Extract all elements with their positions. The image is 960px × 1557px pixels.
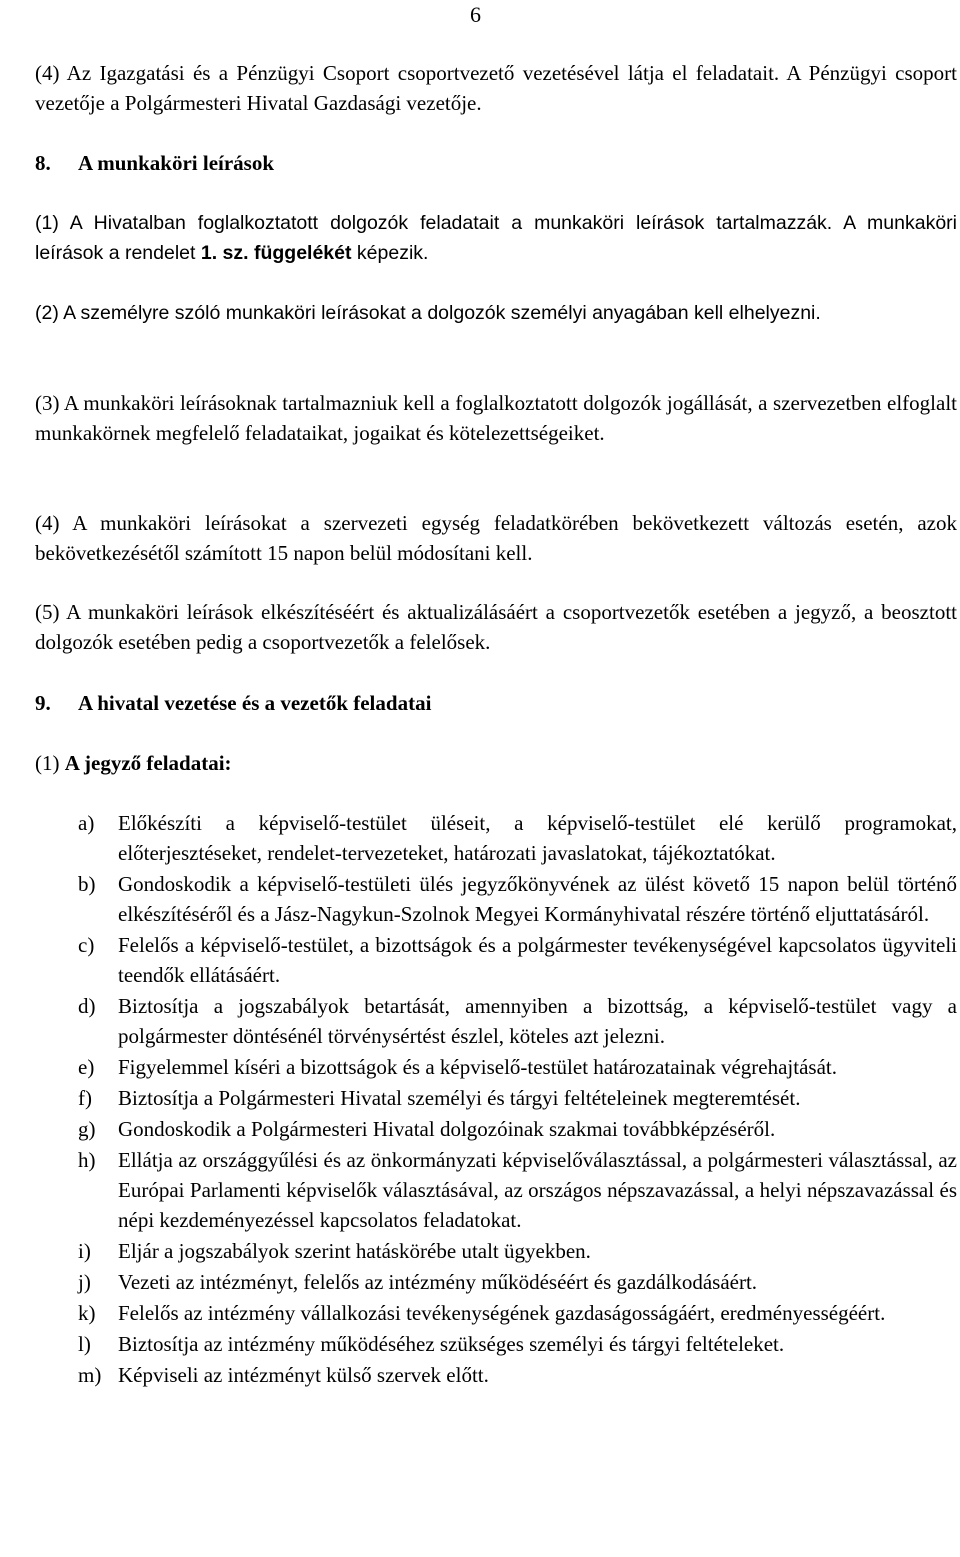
- section-8-title: A munkaköri leírások: [78, 151, 275, 175]
- list-item: [78, 869, 957, 929]
- list-item: [78, 808, 957, 868]
- list-item-text: Eljár a jogszabályok szerint hatáskörébe utalt ügyekben.: [118, 1239, 591, 1263]
- list-item: [78, 1052, 957, 1082]
- list-marker: j): [78, 1270, 91, 1294]
- list-item: [78, 1329, 957, 1359]
- paragraph-4-top: (4) Az Igazgatási és a Pénzügyi Csoport csoportvezető vezetésével látja el feladatait. A Pénzügyi csoport vezetője a Polgármesteri Hivatal Gazdasági vezetője.: [35, 61, 957, 115]
- list-item: [78, 1360, 957, 1390]
- list-item-text: Vezeti az intézményt, felelős az intézmény működéséért és gazdálkodásáért.: [118, 1270, 758, 1294]
- list-marker: b): [78, 872, 96, 896]
- list-marker: f): [78, 1086, 92, 1110]
- section-9-number: 9.: [35, 691, 51, 715]
- list-item-text: Biztosítja az intézmény működéséhez szükséges személyi és tárgyi feltételeket.: [118, 1332, 785, 1356]
- jegyzo-duties-list: [78, 808, 957, 1391]
- list-marker: c): [78, 933, 95, 957]
- list-item: [78, 1114, 957, 1144]
- list-marker: d): [78, 994, 96, 1018]
- list-marker: e): [78, 1055, 95, 1079]
- list-marker: a): [78, 811, 95, 835]
- s8-p1-text-before: (1) A Hivatalban foglalkoztatott dolgozók feladatait a munkaköri leírások tartalmazzák. A munkaköri leírások a rendelet: [35, 212, 957, 264]
- list-item-text: Gondoskodik a Polgármesteri Hivatal dolgozóinak szakmai továbbképzéséről.: [118, 1117, 776, 1141]
- list-item-text: Felelős az intézmény vállalkozási tevékenységének gazdaságosságáért, eredményességéért.: [118, 1301, 886, 1325]
- page-number: 6: [470, 2, 481, 27]
- list-item-text: Előkészíti a képviselő-testület üléseit, a képviselő-testület elé kerülő programokat, előterjesztéseket, rendelet-tervezeteket, határozati javaslatokat, tájékoztatókat.: [118, 811, 957, 865]
- section-8-paragraph-2: (2) A személyre szóló munkaköri leírásokat a dolgozók személyi anyagában kell elhelyezni.: [35, 302, 821, 324]
- list-marker: i): [78, 1239, 91, 1263]
- list-item: [78, 1267, 957, 1297]
- section-9-heading: [35, 688, 431, 718]
- list-item-text: Figyelemmel kíséri a bizottságok és a képviselő-testület határozatainak végrehajtását.: [118, 1055, 837, 1079]
- list-item: [78, 1083, 957, 1113]
- list-item: [78, 930, 957, 990]
- section-8-paragraph-5: (5) A munkaköri leírások elkészítéséért és aktualizálásáért a csoportvezetők esetében a jegyző, a beosztott dolgozók esetében pedig a csoportvezetők a felelősek.: [35, 600, 957, 654]
- list-item-text: Képviseli az intézményt külső szervek előtt.: [118, 1363, 489, 1387]
- list-item: [78, 1236, 957, 1266]
- list-item-text: Felelős a képviselő-testület, a bizottságok és a polgármester tevékenységével kapcsolatos ügyviteli teendők ellátásáért.: [118, 933, 957, 987]
- list-item: [78, 991, 957, 1051]
- subheading-prefix: (1): [35, 751, 65, 775]
- section-8-paragraph-4: (4) A munkaköri leírásokat a szervezeti egység feladatkörében bekövetkezett változás esetén, azok bekövetkezésétől számított 15 napon belül módosítani kell.: [35, 511, 957, 565]
- subheading-title: A jegyző feladatai:: [64, 751, 232, 775]
- list-item-text: Biztosítja a jogszabályok betartását, amennyiben a bizottság, a képviselő-testület vagy a polgármester döntésénél törvénysértést észlel, köteles azt jelezni.: [118, 994, 957, 1048]
- list-item-text: Ellátja az országgyűlési és az önkormányzati képviselőválasztással, a polgármesteri választással, az Európai Parlamenti képviselők választásával, az országos népszavazással, a helyi népszavazással és népi kezdeményezéssel kapcsolatos feladatokat.: [118, 1148, 957, 1232]
- list-marker: k): [78, 1301, 96, 1325]
- list-item: [78, 1298, 957, 1328]
- section-8-number: 8.: [35, 151, 51, 175]
- list-marker: l): [78, 1332, 91, 1356]
- list-marker: h): [78, 1148, 96, 1172]
- list-item-text: Gondoskodik a képviselő-testületi ülés jegyzőkönyvének az ülést követő 15 napon belül történő elkészítéséről és a Jász-Nagykun-Szolnok Megyei Kormányhivatal részére történő eljuttatásáról.: [118, 872, 957, 926]
- section-8-paragraph-1: [35, 208, 957, 268]
- s8-p1-bold: 1. sz. függelékét: [200, 242, 352, 264]
- section-8-heading: [35, 148, 274, 178]
- list-marker: m): [78, 1363, 102, 1387]
- section-9-subheading-1: [35, 748, 232, 778]
- list-item: [78, 1145, 957, 1235]
- section-8-paragraph-3: (3) A munkaköri leírásoknak tartalmazniuk kell a foglalkoztatott dolgozók jogállását, a szervezetben elfoglalt munkakörnek megfelelő feladataikat, jogaikat és kötelezettségeiket.: [35, 391, 957, 445]
- s8-p1-text-after: képezik.: [351, 242, 429, 264]
- section-9-title: A hivatal vezetése és a vezetők feladatai: [78, 691, 432, 715]
- list-item-text: Biztosítja a Polgármesteri Hivatal személyi és tárgyi feltételeinek megteremtését.: [118, 1086, 801, 1110]
- list-marker: g): [78, 1117, 96, 1141]
